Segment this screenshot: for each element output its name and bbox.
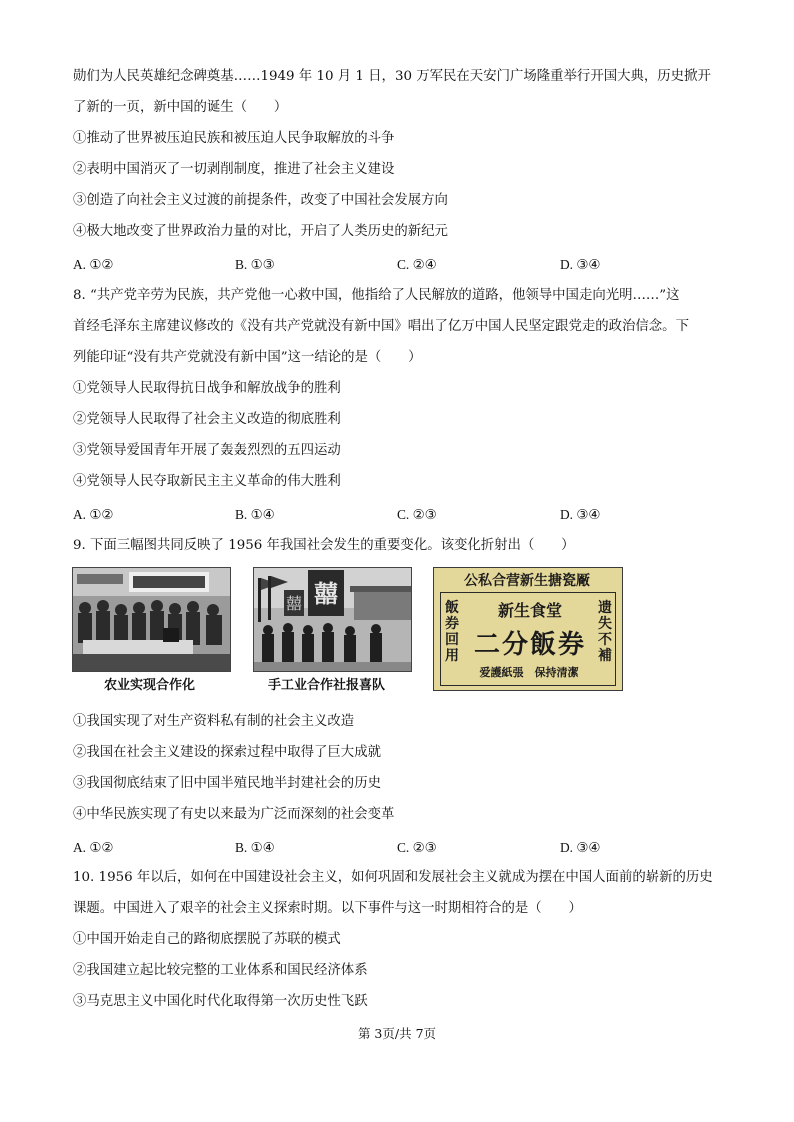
q7-item-4: ④极大地改变了世界政治力量的对比，开启了人类历史的新纪元 bbox=[73, 224, 448, 239]
q7-option-c: C. ②④ bbox=[397, 257, 437, 272]
meal-ticket-image bbox=[433, 567, 623, 691]
q10-item-3: ③马克思主义中国化时代化取得第一次历史性飞跃 bbox=[73, 994, 368, 1009]
q9-item-4: ④中华民族实现了有史以来最为广泛而深刻的社会变革 bbox=[73, 807, 395, 822]
ticket-right-text: 遗失不補 bbox=[598, 600, 612, 664]
q8-option-c: C. ②③ bbox=[397, 507, 437, 522]
svg-text:囍: 囍 bbox=[314, 580, 338, 608]
q10-item-2: ②我国建立起比较完整的工业体系和国民经济体系 bbox=[73, 963, 368, 978]
q7-item-1: ①推动了世界被压迫民族和被压迫人民争取解放的斗争 bbox=[73, 131, 395, 146]
q8-option-d: D. ③④ bbox=[560, 507, 601, 522]
q8-stem-line-1: 8. “共产党辛劳为民族，共产党他一心救中国，他指给了人民解放的道路，他领导中国走向光明……”这 bbox=[73, 288, 680, 303]
photo-agricultural-cooperation bbox=[72, 567, 231, 672]
q8-option-a: A. ①② bbox=[73, 507, 114, 522]
q7-stem-line-1: 勋们为人民英雄纪念碑奠基……1949 年 10 月 1 日，30 万军民在天安门广场隆重举行开国大典，历史掀开 bbox=[73, 69, 711, 84]
ticket-bottom-text: 爱護紙張 保持清潔 bbox=[479, 666, 579, 679]
svg-text:囍: 囍 bbox=[285, 594, 303, 613]
ticket-canteen-name: 新生食堂 bbox=[497, 601, 562, 620]
ticket-title: 公私合营新生搪瓷厰 bbox=[464, 573, 590, 589]
q8-stem-line-3: 列能印证“没有共产党就没有新中国”这一结论的是（ ） bbox=[73, 350, 422, 365]
q8-option-b: B. ①④ bbox=[235, 507, 275, 522]
q9-item-2: ②我国在社会主义建设的探索过程中取得了巨大成就 bbox=[73, 745, 381, 760]
q7-option-d: D. ③④ bbox=[560, 257, 601, 272]
caption-agricultural-cooperation: 农业实现合作化 bbox=[104, 678, 196, 693]
q8-item-1: ①党领导人民取得抗日战争和解放战争的胜利 bbox=[73, 381, 341, 396]
q10-item-1: ①中国开始走自己的路彻底摆脱了苏联的模式 bbox=[73, 932, 341, 947]
q8-stem-line-2: 首经毛泽东主席建议修改的《没有共产党就没有新中国》唱出了亿万中国人民坚定跟党走的政治信念。下 bbox=[73, 319, 689, 334]
q9-option-b: B. ①④ bbox=[235, 840, 275, 855]
q9-item-1: ①我国实现了对生产资料私有制的社会主义改造 bbox=[73, 714, 355, 729]
q9-item-3: ③我国彻底结束了旧中国半殖民地半封建社会的历史 bbox=[73, 776, 381, 791]
ticket-value: 二分飯券 bbox=[473, 630, 586, 660]
q9-option-d: D. ③④ bbox=[560, 840, 601, 855]
q9-stem: 9. 下面三幅图共同反映了 1956 年我国社会发生的重要变化。该变化折射出（ ） bbox=[73, 538, 575, 553]
q9-option-a: A. ①② bbox=[73, 840, 114, 855]
q8-item-2: ②党领导人民取得了社会主义改造的彻底胜利 bbox=[73, 412, 341, 427]
q7-option-a: A. ①② bbox=[73, 257, 114, 272]
q10-stem-line-1: 10. 1956 年以后，如何在中国建设社会主义，如何巩固和发展社会主义就成为摆在中国人面前的崭新的历史 bbox=[73, 870, 713, 885]
q7-option-b: B. ①③ bbox=[235, 257, 275, 272]
q10-stem-line-2: 课题。中国进入了艰辛的社会主义探索时期。以下事件与这一时期相符合的是（ ） bbox=[73, 901, 582, 916]
q7-item-2: ②表明中国消灭了一切剥削制度，推进了社会主义建设 bbox=[73, 162, 395, 177]
photo-handicraft-cooperative bbox=[253, 567, 412, 672]
caption-handicraft-cooperative: 手工业合作社报喜队 bbox=[268, 678, 386, 693]
q9-option-c: C. ②③ bbox=[397, 840, 437, 855]
q8-item-3: ③党领导爱国青年开展了轰轰烈烈的五四运动 bbox=[73, 443, 341, 458]
ticket-left-text: 飯券回用 bbox=[445, 600, 459, 664]
q8-item-4: ④党领导人民夺取新民主主义革命的伟大胜利 bbox=[73, 474, 341, 489]
q7-item-3: ③创造了向社会主义过渡的前提条件，改变了中国社会发展方向 bbox=[73, 193, 448, 208]
page-footer: 第 3页/共 7页 bbox=[357, 1026, 437, 1041]
q7-stem-line-2: 了新的一页，新中国的诞生（ ） bbox=[73, 100, 288, 115]
